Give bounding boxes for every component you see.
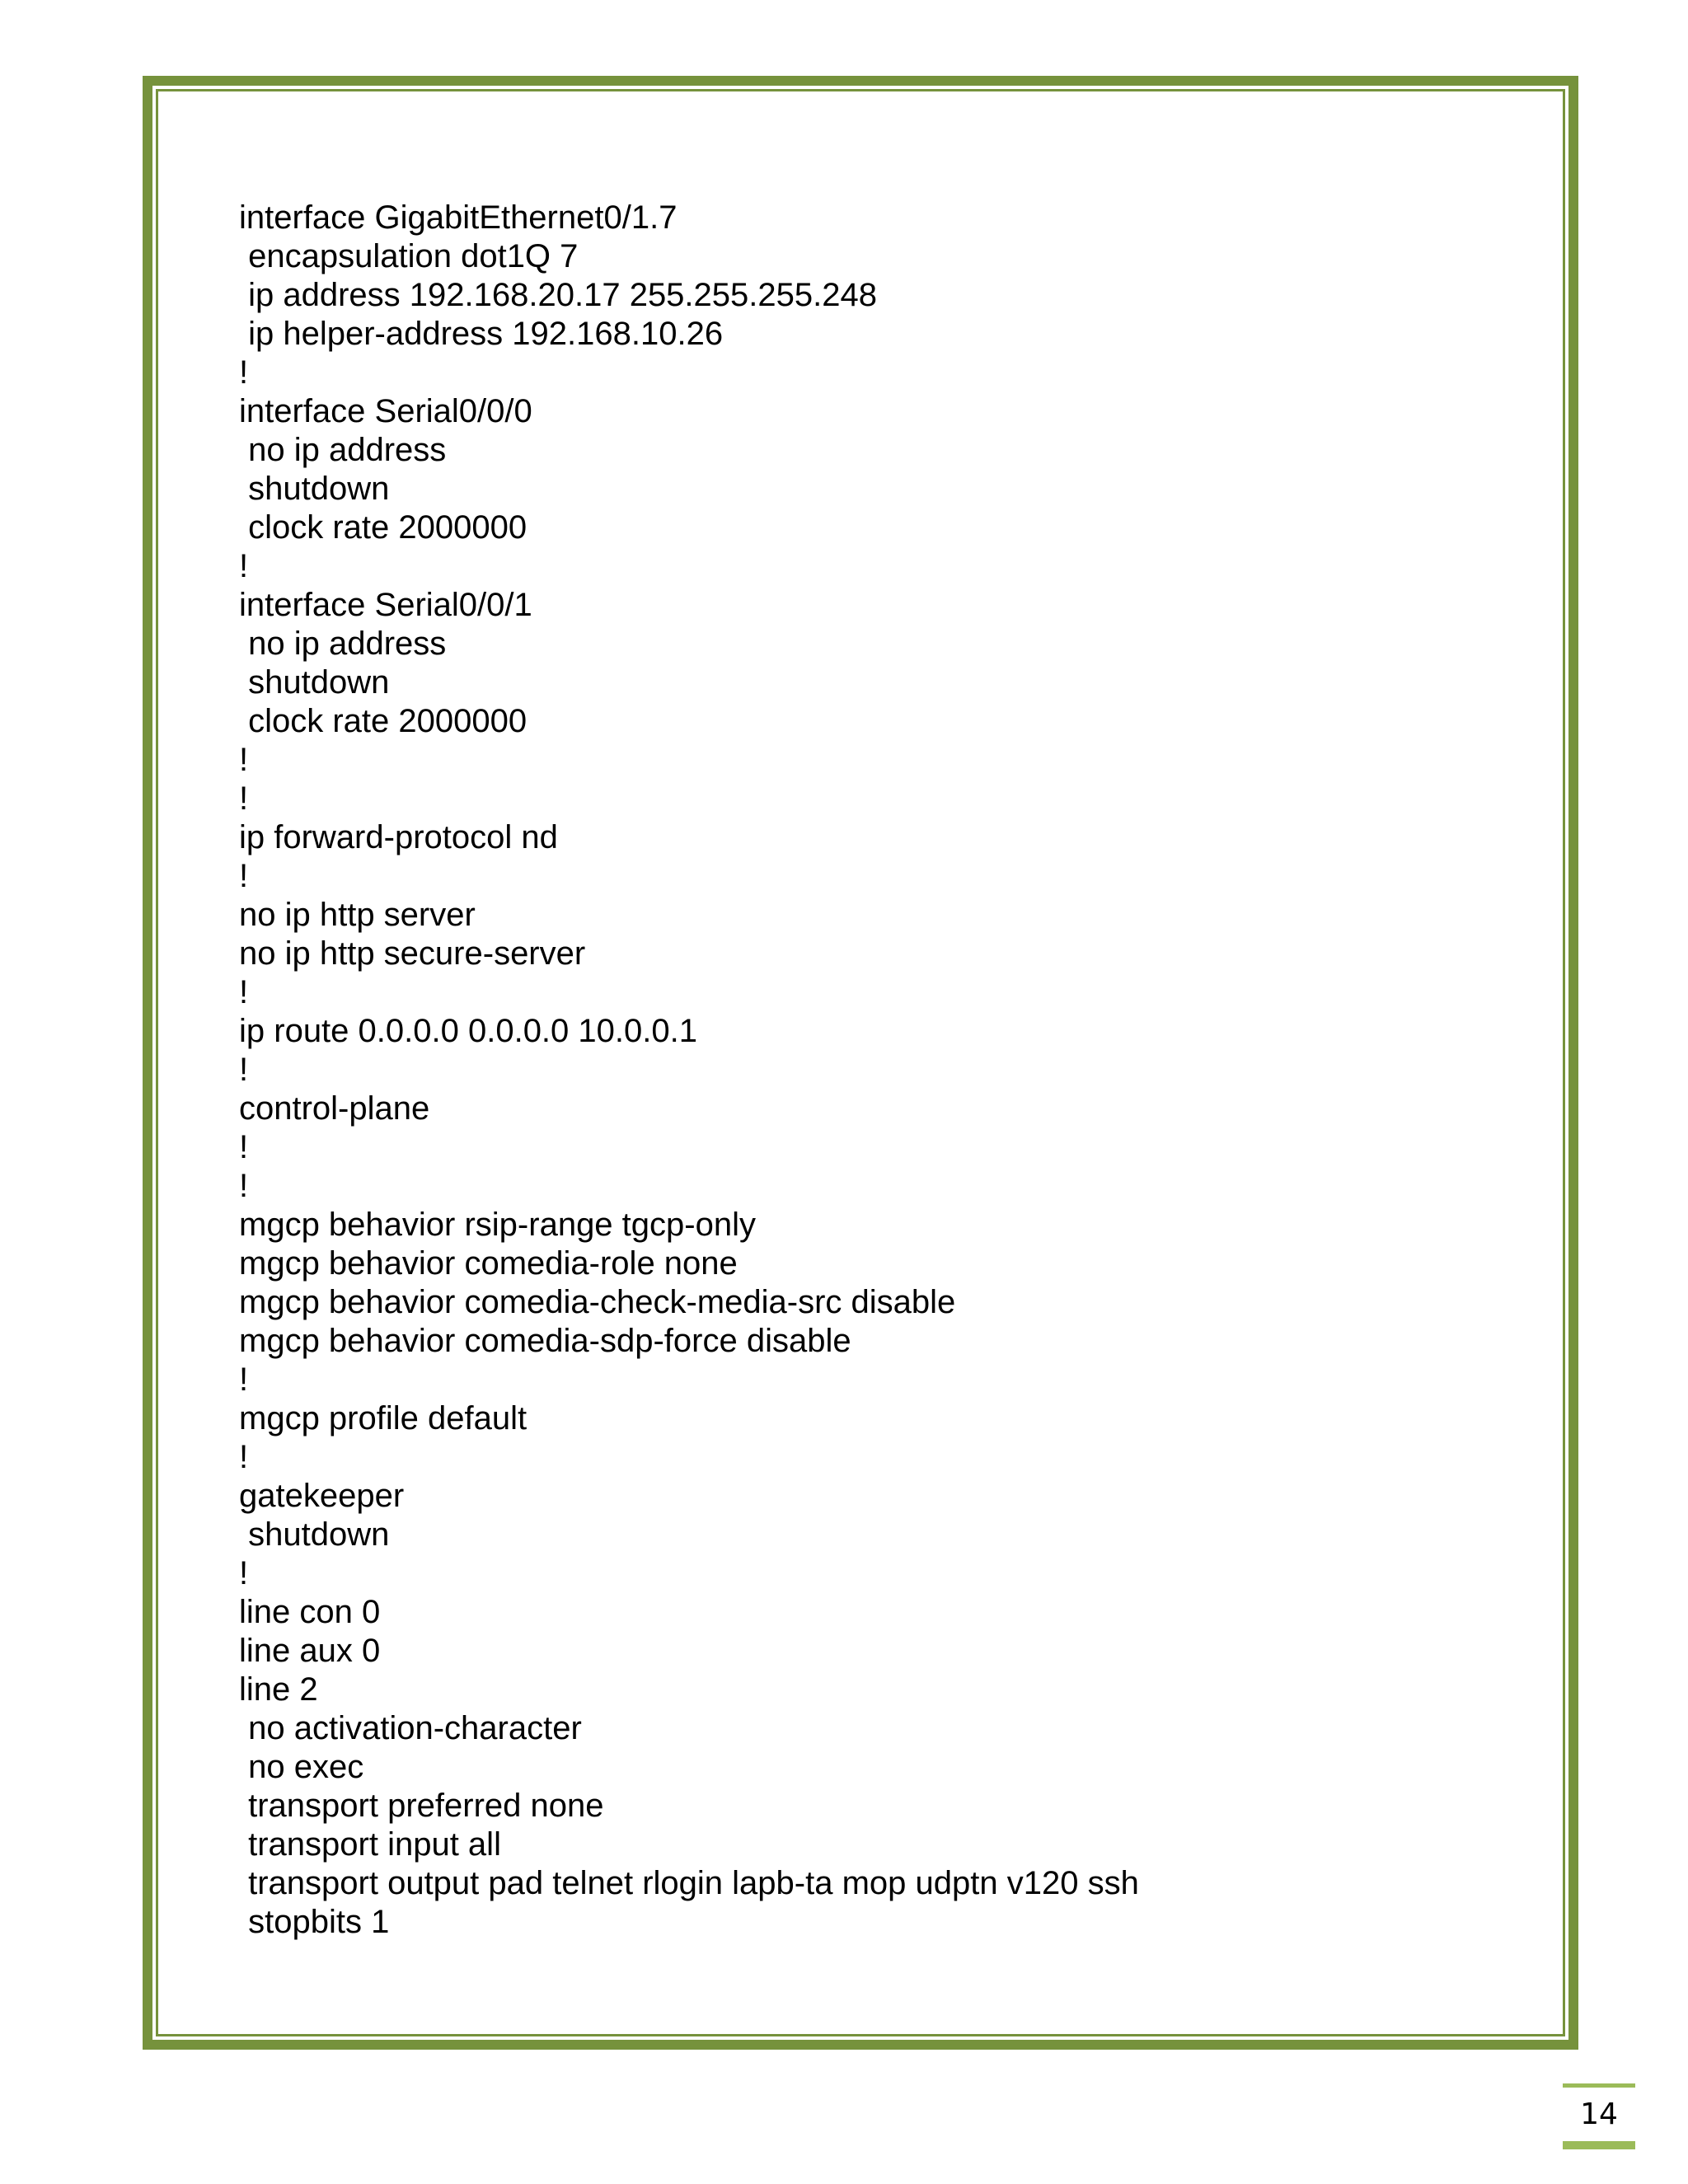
config-line: ! xyxy=(239,548,249,584)
config-line: ! xyxy=(239,1361,249,1398)
config-line: no exec xyxy=(239,1749,364,1785)
config-line: shutdown xyxy=(239,471,390,507)
config-line: mgcp behavior comedia-sdp-force disable xyxy=(239,1323,851,1359)
config-line: mgcp profile default xyxy=(239,1400,528,1436)
config-line: encapsulation dot1Q 7 xyxy=(239,238,579,274)
config-line: no ip address xyxy=(239,626,447,662)
config-line: no activation-character xyxy=(239,1710,582,1746)
config-line: shutdown xyxy=(239,664,390,701)
router-config-listing xyxy=(239,199,1475,1942)
config-line: ! xyxy=(239,1439,249,1475)
config-line: shutdown xyxy=(239,1516,390,1553)
config-line: ip address 192.168.20.17 255.255.255.248 xyxy=(239,277,877,313)
config-line: mgcp behavior comedia-role none xyxy=(239,1245,738,1282)
config-line: transport input all xyxy=(239,1826,501,1863)
config-line: ip helper-address 192.168.10.26 xyxy=(239,316,724,352)
config-line: line 2 xyxy=(239,1671,318,1708)
config-line: no ip address xyxy=(239,432,447,468)
config-line: ! xyxy=(239,1555,249,1591)
config-line: line con 0 xyxy=(239,1594,381,1630)
config-line: ! xyxy=(239,1168,249,1204)
config-line: clock rate 2000000 xyxy=(239,703,528,739)
config-line: interface Serial0/0/1 xyxy=(239,587,532,623)
config-line: ! xyxy=(239,354,249,391)
config-line: no ip http secure-server xyxy=(239,935,586,972)
config-line: ip forward-protocol nd xyxy=(239,819,558,855)
config-line: interface GigabitEthernet0/1.7 xyxy=(239,199,678,236)
config-line: line aux 0 xyxy=(239,1633,381,1669)
config-line: mgcp behavior comedia-check-media-src disable xyxy=(239,1284,956,1320)
config-line: interface Serial0/0/0 xyxy=(239,393,532,429)
config-line: ip route 0.0.0.0 0.0.0.0 10.0.0.1 xyxy=(239,1013,697,1049)
config-line: ! xyxy=(239,780,249,817)
config-line: no ip http server xyxy=(239,897,476,933)
config-line: ! xyxy=(239,742,249,778)
config-line: ! xyxy=(239,1052,249,1088)
config-line: mgcp behavior rsip-range tgcp-only xyxy=(239,1207,756,1243)
config-line: ! xyxy=(239,974,249,1010)
config-line: ! xyxy=(239,858,249,894)
page-number: 14 xyxy=(1563,2083,1635,2149)
config-line: transport preferred none xyxy=(239,1788,604,1824)
config-line: control-plane xyxy=(239,1090,430,1127)
config-line: ! xyxy=(239,1129,249,1165)
config-line: transport output pad telnet rlogin lapb-ta mop udptn v120 ssh xyxy=(239,1865,1139,1901)
config-line: clock rate 2000000 xyxy=(239,509,528,546)
config-line: stopbits 1 xyxy=(239,1904,390,1940)
config-line: gatekeeper xyxy=(239,1478,405,1514)
